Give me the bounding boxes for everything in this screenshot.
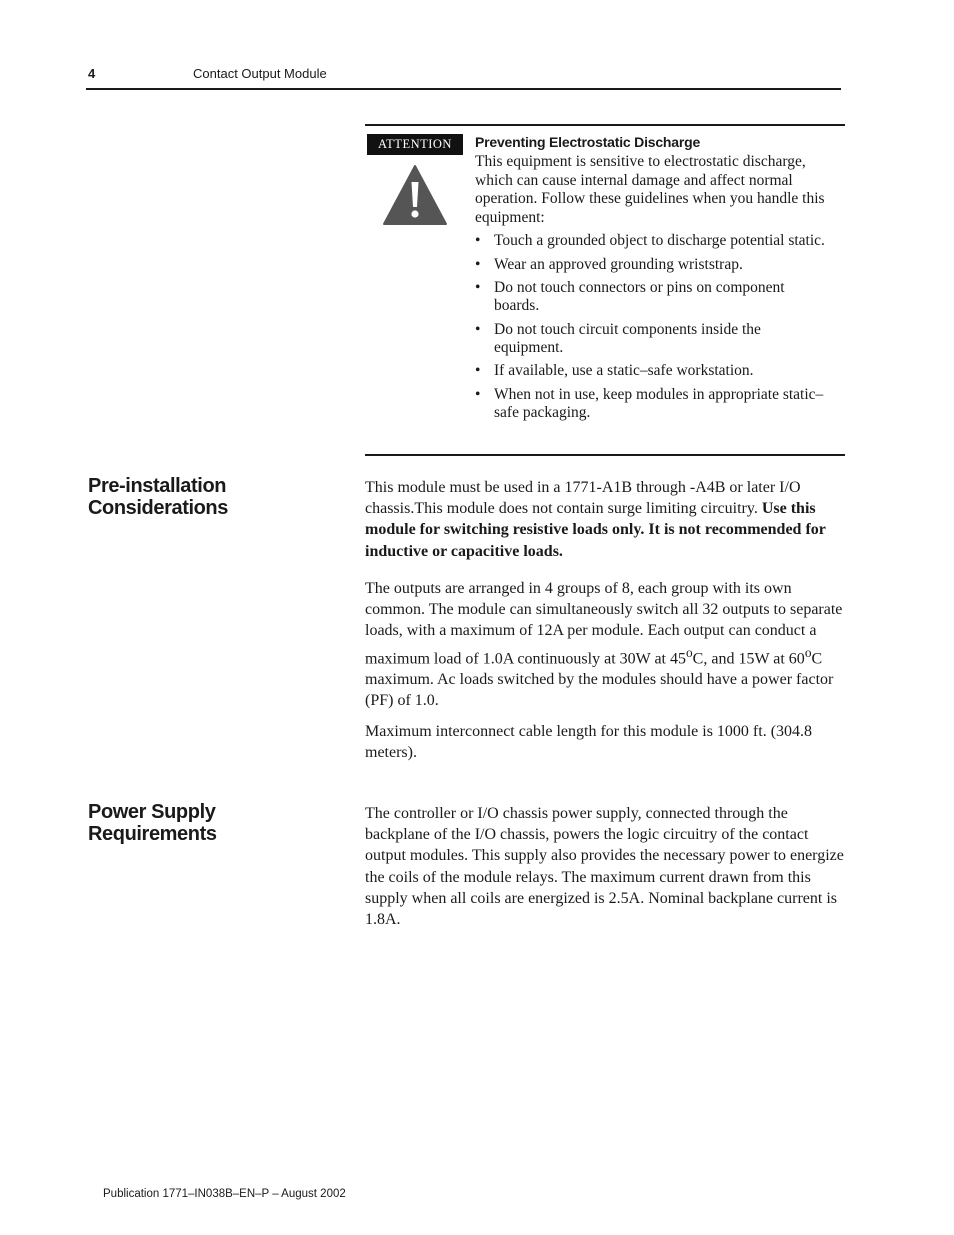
page-header [86, 64, 841, 90]
attention-body: This equipment is sensitive to electrostatic discharge, which can cause internal damage and affect normal operation. Follow these guidelines when you handle this equipment: [475, 153, 825, 226]
guideline-text: Do not touch connectors or pins on component boards. [494, 279, 785, 314]
paragraph-text: This module must be used in a 1771-A1B through -A4B or later I/O chassis.This module does not contain surge limiting circuitry. [365, 479, 801, 518]
attention-guidelines-list [475, 232, 825, 427]
pre-installation-paragraph-3: Maximum interconnect cable length for this module is 1000 ft. (304.8 meters). [365, 723, 813, 762]
heading-line: Power Supply [88, 801, 216, 823]
paragraph-text: The outputs are arranged in 4 groups of 8, each group with its own common. The module can simultaneously switch all 32 outputs to separate loads, with a maximum of 12A per module. Each output can conduct a maximum load of 1.0A continuously at 30W at 45 [365, 580, 843, 667]
bullet-icon: • [475, 255, 481, 273]
guideline-list-item [475, 362, 825, 380]
pre-installation-paragraph-2 [365, 578, 845, 712]
pre-installation-paragraph-1 [365, 477, 845, 562]
warning-exclamation-triangle-icon [382, 164, 448, 226]
bullet-icon: • [475, 279, 481, 296]
publication-footer: Publication 1771–IN038B–EN–P – August 2002 [103, 1188, 346, 1200]
page-number: 4 [88, 66, 96, 81]
bullet-icon: • [475, 362, 481, 379]
pre-installation-heading [88, 475, 228, 519]
attention-badge: ATTENTION [367, 134, 463, 155]
guideline-text: If available, use a static–safe workstation. [494, 362, 754, 379]
heading-line: Requirements [88, 823, 217, 845]
guideline-list-item [475, 256, 825, 274]
paragraph-text: C, and 15W at 60 [692, 649, 805, 667]
bullet-icon: • [475, 320, 481, 338]
running-title: Contact Output Module [193, 66, 327, 81]
guideline-list-item [475, 232, 825, 250]
paragraph-text: C maximum. Ac loads switched by the modules should have a power factor (PF) of 1.0. [365, 649, 834, 710]
bullet-icon: • [475, 385, 481, 403]
guideline-text: Wear an approved grounding wriststrap. [494, 255, 743, 273]
guideline-text: Touch a grounded object to discharge potential static. [494, 232, 825, 249]
heading-line: Pre-installation [88, 475, 227, 497]
degree-superscript: o [686, 644, 693, 660]
guideline-text: Do not touch circuit components inside the equipment. [494, 320, 761, 356]
attention-title: Preventing Electrostatic Discharge [475, 134, 701, 150]
attention-box [365, 124, 845, 456]
guideline-list-item [475, 279, 825, 315]
power-supply-heading [88, 801, 217, 845]
power-supply-paragraph: The controller or I/O chassis power supply, connected through the backplane of the I/O chassis, powers the logic circuitry of the contact output modules. This supply also provides the necessary power to energize the coils of the module relays. The maximum current drawn from this supply when all coils are energized is 2.5A. Nominal backplane current is 1.8A. [365, 805, 844, 929]
guideline-text: When not in use, keep modules in appropriate static–safe packaging. [494, 385, 824, 421]
guideline-list-item [475, 386, 825, 422]
heading-line: Considerations [88, 497, 228, 519]
paragraph-warning-bold: Use this module for switching resistive loads only. It is not recommended for inductive or capacitive loads. [365, 500, 826, 560]
degree-superscript: o [804, 644, 812, 660]
guideline-list-item [475, 321, 825, 357]
bullet-icon: • [475, 232, 481, 249]
